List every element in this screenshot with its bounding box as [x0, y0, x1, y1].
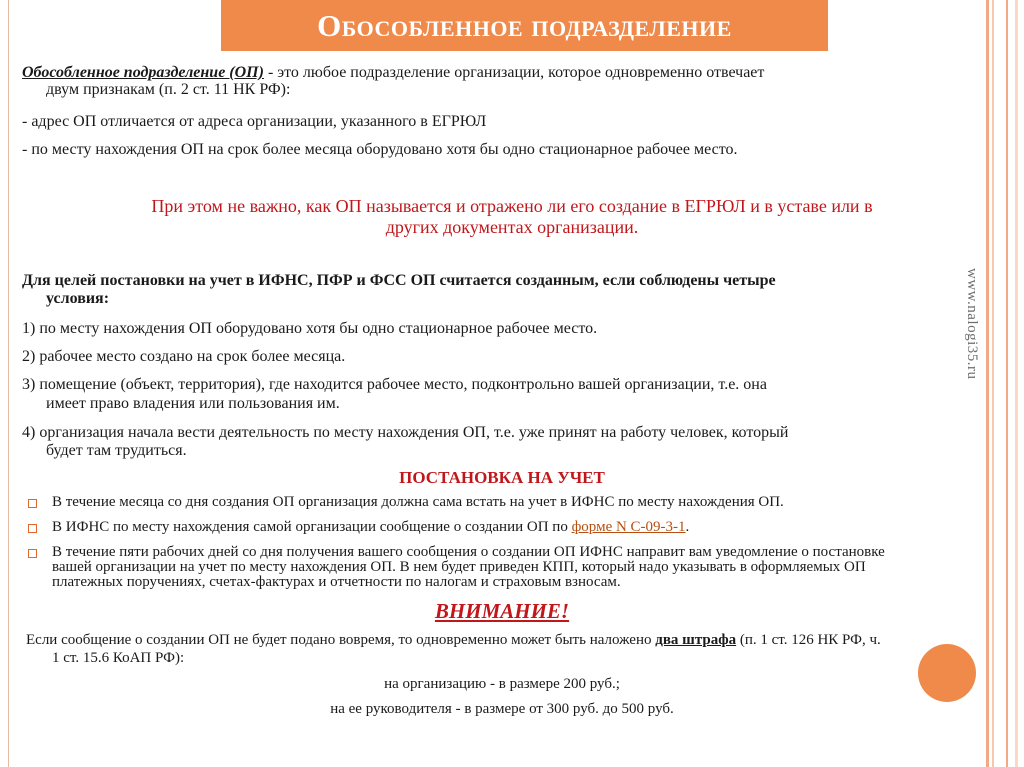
condition-item: 1) по месту нахождения ОП оборудовано хотя бы одно стационарное рабочее место. [22, 320, 598, 337]
frame-stripe [1006, 0, 1008, 767]
registration-bullet: В течение пяти рабочих дней со дня получения вашего сообщения о создании ОП ИФНС направит вам уведомление о постановке вашей организации на учет по месту нахождения ОП. В нем будет приведен КПП, который надо указывать в оформляемых ОП платежных поручениях, счетах-фактурах и отчетности по налогам и страховым взносам. [52, 544, 885, 590]
frame-stripe [992, 0, 994, 767]
conditions-heading [22, 272, 967, 289]
attention-text-line2: 1 ст. 15.6 КоАП РФ): [52, 650, 185, 666]
condition-item: 3) помещение (объект, территория), где находится рабочее место, подконтрольно вашей организации, т.е. она [22, 376, 767, 393]
attention-text: Если сообщение о создании ОП не будет подано вовремя, то одновременно может быть наложено два штрафа (п. 1 ст. 126 НК РФ, ч. [26, 632, 881, 648]
condition-item: 2) рабочее место создано на срок более месяца. [22, 348, 346, 365]
slide-title: Обособленное подразделение [317, 7, 732, 43]
sign-item: - по месту нахождения ОП на срок более месяца оборудовано хотя бы одно стационарное рабочее место. [22, 141, 738, 158]
slide-title-bar [221, 0, 828, 51]
registration-title: ПОСТАНОВКА НА УЧЕТ [399, 468, 605, 487]
conditions-heading-line2: условия: [46, 290, 110, 307]
watermark-text: www.nalogi35.ru [964, 268, 980, 380]
definition-text-line2: двум признакам (п. 2 ст. 11 НК РФ): [46, 81, 291, 98]
note-line: При этом не важно, как ОП называется и отражено ли его создание в ЕГРЮЛ и в уставе или в [151, 196, 873, 216]
condition-item: 4) организация начала вести деятельность по месту нахождения ОП, т.е. уже принят на работу человек, который [22, 424, 789, 441]
registration-bullet: В течение месяца со дня создания ОП организация должна сама встать на учет в ИФНС по месту нахождения ОП. [52, 494, 784, 510]
square-bullet-icon [28, 549, 37, 558]
attention-title: ВНИМАНИЕ! [434, 599, 570, 623]
fines-emphasis: два штрафа [655, 632, 737, 648]
square-bullet-icon [28, 499, 37, 508]
square-bullet-icon [28, 524, 37, 533]
sign-item: - адрес ОП отличается от адреса организации, указанного в ЕГРЮЛ [22, 113, 487, 130]
definition-paragraph [22, 64, 982, 98]
fine-organization: на организацию - в размере 200 руб.; [384, 676, 620, 692]
registration-bullet: В ИФНС по месту нахождения самой организации сообщение о создании ОП по форме N С-09-3-1. [52, 519, 690, 535]
condition-item-line2: будет там трудиться. [46, 442, 187, 459]
frame-stripe [1015, 0, 1018, 767]
condition-item-line2: имеет право владения или пользования им. [46, 395, 340, 412]
note-line: других документах организации. [385, 217, 639, 237]
fine-head: на ее руководителя - в размере от 300 руб. до 500 руб. [330, 701, 674, 717]
frame-left-line [8, 0, 9, 767]
form-link[interactable]: форме N С-09-3-1 [571, 519, 686, 535]
frame-stripe [986, 0, 989, 767]
definition-text: - это любое подразделение организации, которое одновременно отвечает [263, 64, 765, 81]
conditions-heading-line1: Для целей постановки на учет в ИФНС, ПФР и ФСС ОП считается созданным, если соблюдены четыре [22, 272, 776, 289]
definition-term: Обособленное подразделение (ОП) [22, 64, 264, 81]
decorative-circle [918, 644, 976, 702]
